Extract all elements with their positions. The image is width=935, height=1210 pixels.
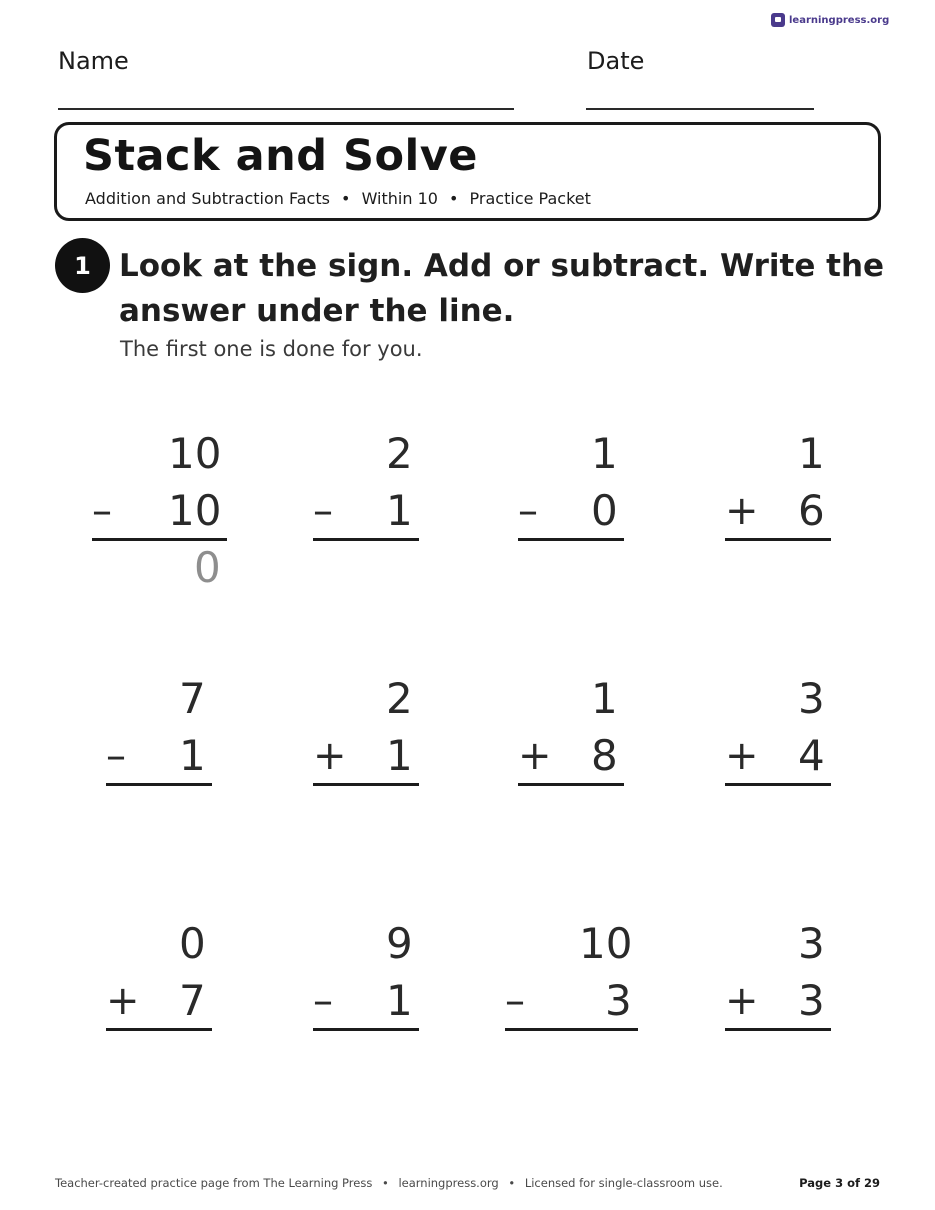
plus-sign: + [518, 733, 552, 779]
minus-sign: – [313, 488, 333, 534]
answer-line [725, 1028, 831, 1031]
plus-sign: + [725, 978, 759, 1024]
problem-6 [313, 675, 473, 845]
subtitle-separator: • [341, 189, 351, 208]
brand-name: learningpress.org [789, 14, 890, 26]
bottom-number: 3 [798, 976, 825, 1025]
top-number: 3 [798, 919, 825, 968]
problem-8 [725, 675, 885, 845]
footer-separator: • [508, 1176, 516, 1190]
date-write-line[interactable] [586, 108, 814, 110]
problem-12 [725, 920, 885, 1090]
top-number: 9 [386, 919, 413, 968]
subtitle-range: Within 10 [361, 189, 438, 208]
top-number: 7 [179, 674, 206, 723]
bottom-number: 1 [386, 976, 413, 1025]
answer-line [725, 538, 831, 541]
plus-sign: + [725, 488, 759, 534]
answer-line [313, 538, 419, 541]
plus-sign: + [106, 978, 140, 1024]
bottom-number: 1 [179, 731, 206, 780]
answer-line [106, 1028, 212, 1031]
footer-site: learningpress.org [398, 1176, 499, 1190]
step-number-badge: 1 [55, 238, 110, 293]
name-label: Name [58, 47, 129, 75]
problem-4 [725, 430, 885, 600]
minus-sign: – [505, 978, 525, 1024]
footer-separator: • [381, 1176, 389, 1190]
title-box [54, 122, 881, 221]
subtitle-topic: Addition and Subtraction Facts [85, 189, 330, 208]
minus-sign: – [106, 733, 126, 779]
bottom-number: 0 [591, 486, 618, 535]
bottom-number: 10 [168, 486, 222, 535]
date-label: Date [587, 47, 645, 75]
instruction-note: The first one is done for you. [120, 337, 423, 361]
top-number: 0 [179, 919, 206, 968]
answer-line [106, 783, 212, 786]
problem-2 [313, 430, 473, 600]
top-number: 2 [386, 429, 413, 478]
problem-3 [518, 430, 678, 600]
top-number: 1 [591, 429, 618, 478]
bottom-number: 7 [179, 976, 206, 1025]
footer-license: Licensed for single-classroom use. [524, 1176, 723, 1190]
problem-5 [92, 675, 252, 845]
minus-sign: – [313, 978, 333, 1024]
bottom-number: 1 [386, 486, 413, 535]
book-icon [771, 13, 785, 27]
problem-1 [92, 430, 252, 600]
footer-source: Teacher-created practice page from The Learning Press [55, 1176, 373, 1190]
worksheet-subtitle [85, 189, 591, 208]
top-number: 1 [591, 674, 618, 723]
problem-11 [505, 919, 678, 1090]
bottom-number: 3 [605, 976, 632, 1025]
worksheet-title: Stack and Solve [83, 131, 478, 181]
name-write-line[interactable] [58, 108, 514, 110]
page-number: Page 3 of 29 [799, 1176, 880, 1190]
brand-logo [771, 13, 889, 27]
answer-line [313, 783, 419, 786]
plus-sign: + [313, 733, 347, 779]
top-number: 1 [798, 429, 825, 478]
plus-sign: + [725, 733, 759, 779]
subtitle-separator: • [449, 189, 459, 208]
problem-10 [313, 920, 473, 1090]
bottom-number: 8 [591, 731, 618, 780]
problem-7 [518, 675, 678, 845]
top-number: 3 [798, 674, 825, 723]
answer-space[interactable]: 0 [194, 543, 221, 592]
minus-sign: – [518, 488, 538, 534]
answer-line [725, 783, 831, 786]
answer-line [518, 783, 624, 786]
answer-line [313, 1028, 419, 1031]
top-number: 10 [168, 429, 222, 478]
subtitle-type: Practice Packet [469, 189, 591, 208]
answer-line [505, 1028, 638, 1031]
top-number: 10 [579, 919, 633, 968]
bottom-number: 4 [798, 731, 825, 780]
bottom-number: 6 [798, 486, 825, 535]
answer-line [92, 538, 227, 541]
top-number: 2 [386, 674, 413, 723]
bottom-number: 1 [386, 731, 413, 780]
problem-9 [92, 920, 252, 1090]
minus-sign: – [92, 488, 112, 534]
answer-line [518, 538, 624, 541]
instruction-text: Look at the sign. Add or subtract. Write the answer under the line. [119, 248, 885, 329]
footer-credit [55, 1176, 723, 1190]
